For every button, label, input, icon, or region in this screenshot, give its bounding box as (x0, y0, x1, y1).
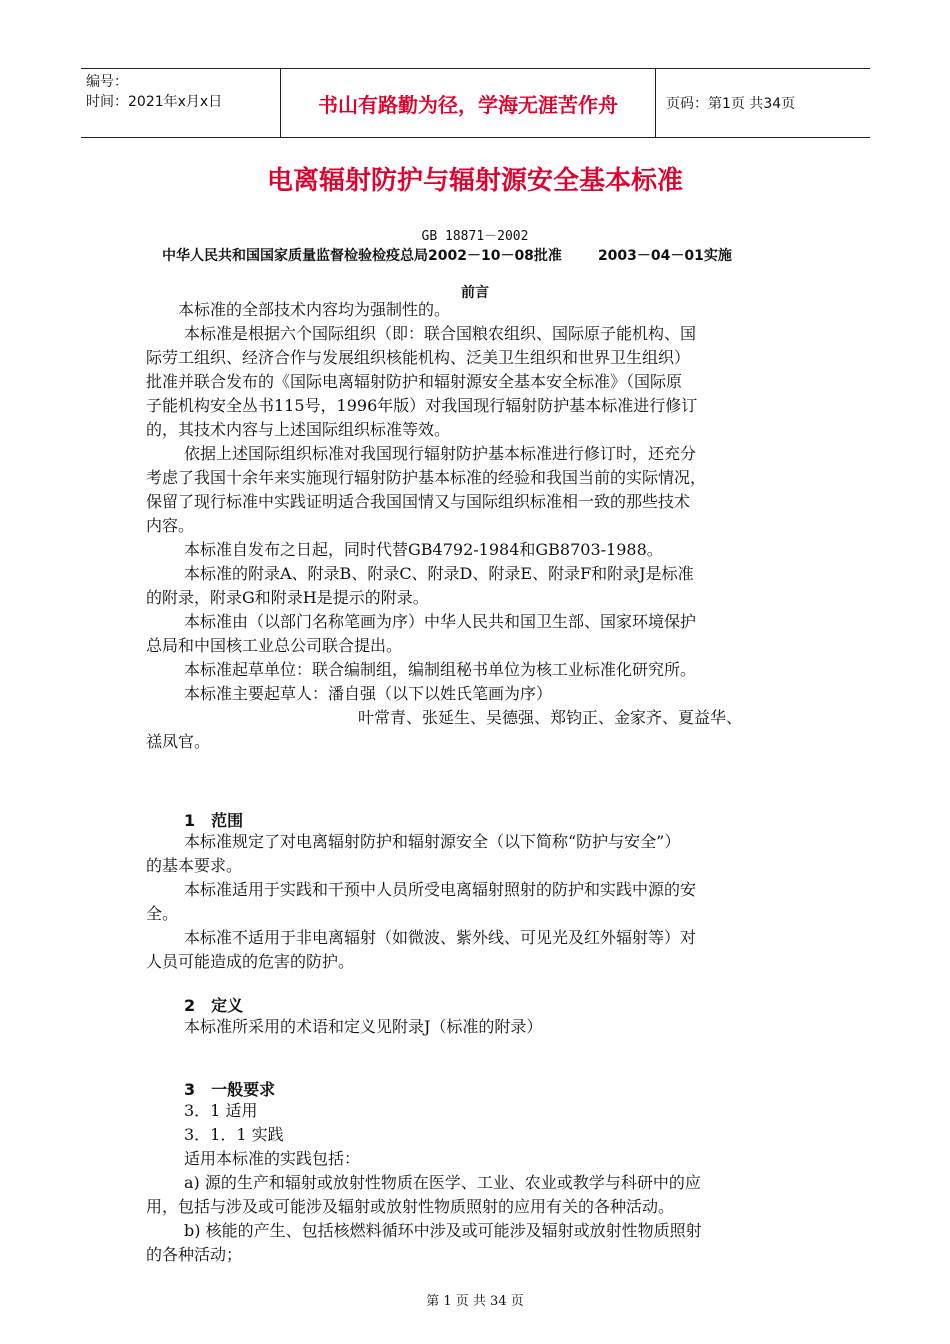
preface-line: 际劳工组织、经济合作与发展组织核能机构、泛美卫生组织和世界卫生组织） (146, 348, 691, 367)
section-3-line: 的各种活动； (146, 1245, 243, 1264)
section-1-line: 人员可能造成的危害的防护。 (146, 952, 355, 971)
page-indicator: 页码：第1页 共34页 (666, 96, 796, 112)
serial-label: 编号： (86, 74, 128, 90)
preface-line: 保留了现行标准中实践证明适合我国国情又与国际组织标准相一致的那些技术 (146, 492, 691, 511)
section-3-heading: 3 一般要求 (184, 1080, 276, 1099)
preface-line: 依据上述国际组织标准对我国现行辐射防护基本标准进行修订时，还充分 (184, 444, 697, 463)
preface-line: 子能机构安全丛书115号，1996年版）对我国现行辐射防护基本标准进行修订 (146, 396, 698, 415)
preface-line: 本标准自发布之日起，同时代替GB4792-1984和GB8703-1988。 (184, 540, 663, 559)
section-3-line: 用，包括与涉及或可能涉及辐射或放射性物质照射的应用有关的各种活动。 (146, 1197, 675, 1216)
effective-date: 2003－04－01实施 (597, 248, 732, 264)
preface-line: 考虑了我国十余年来实施现行辐射防护基本标准的经验和我国当前的实际情况， (146, 468, 707, 487)
section-3-line: 3．1．1 实践 (184, 1125, 284, 1144)
preface-line: 本标准是根据六个国际组织（即：联合国粮农组织、国际原子能机构、国 (184, 324, 697, 343)
preface-line: 的附录，附录G和附录H是提示的附录。 (146, 588, 429, 607)
approval-line (162, 245, 732, 265)
page-header (81, 68, 870, 138)
section-2-heading: 2 定义 (184, 996, 244, 1015)
standard-number: GB 18871－2002 (421, 229, 529, 244)
preface-line: 批准并联合发布的《国际电离辐射防护和辐射源安全基本安全标准》（国际原 (146, 372, 683, 391)
section-1-line: 的基本要求。 (146, 856, 243, 875)
section-1-line: 本标准适用于实践和干预中人员所受电离辐射照射的防护和实践中源的安 (184, 880, 697, 899)
section-1-line: 全。 (146, 904, 179, 923)
preface-line: 本标准主要起草人：潘自强（以下以姓氏笔画为序） (184, 684, 553, 703)
preface-line: 本标准起草单位：联合编制组，编制组秘书单位为核工业标准化研究所。 (184, 660, 697, 679)
section-3-line: 3．1 适用 (184, 1101, 258, 1120)
section-3-line: 适用本标准的实践包括： (184, 1149, 361, 1168)
section-3-line: a) 源的生产和辐射或放射性物质在医学、工业、农业或教学与科研中的应 (184, 1173, 701, 1192)
section-3-line: b) 核能的产生、包括核燃料循环中涉及或可能涉及辐射或放射性物质照射 (184, 1221, 702, 1240)
preface-line: 本标准的全部技术内容均为强制性的。 (178, 300, 451, 319)
section-1-line: 本标准规定了对电离辐射防护和辐射源安全（以下简称“防护与安全”） (184, 832, 681, 851)
preface-line: 禚凤官。 (146, 732, 211, 751)
preface-line: 本标准由（以部门名称笔画为序）中华人民共和国卫生部、国家环境保护 (184, 612, 697, 631)
preface-line: 的，其技术内容与上述国际组织标准等效。 (146, 420, 451, 439)
preface-line: 总局和中国核工业总公司联合提出。 (146, 636, 403, 655)
time-label: 时间：2021年x月x日 (86, 94, 223, 110)
header-meta-cell (81, 69, 281, 137)
preface-heading: 前言 (461, 285, 489, 301)
preface-line: 本标准的附录A、附录B、附录C、附录D、附录E、附录F和附录J是标准 (184, 564, 694, 583)
page-footer: 第 1 页 共 34 页 (426, 1294, 524, 1309)
document-title: 电离辐射防护与辐射源安全基本标准 (266, 166, 683, 196)
section-1-line: 本标准不适用于非电离辐射（如微波、紫外线、可见光及红外辐射等）对 (184, 928, 697, 947)
section-2-line: 本标准所采用的术语和定义见附录J（标准的附录） (184, 1017, 543, 1036)
motto: 书山有路勤为径，学海无涯苦作舟 (281, 69, 656, 137)
issuer: 中华人民共和国国家质量监督检验检疫总局2002－10－08批准 (162, 248, 562, 264)
preface-line: 内容。 (146, 516, 195, 535)
section-1-heading: 1 范围 (184, 811, 244, 830)
preface-line: 叶常青、张延生、吴德强、郑钧正、金家齐、夏益华、 (358, 708, 743, 727)
